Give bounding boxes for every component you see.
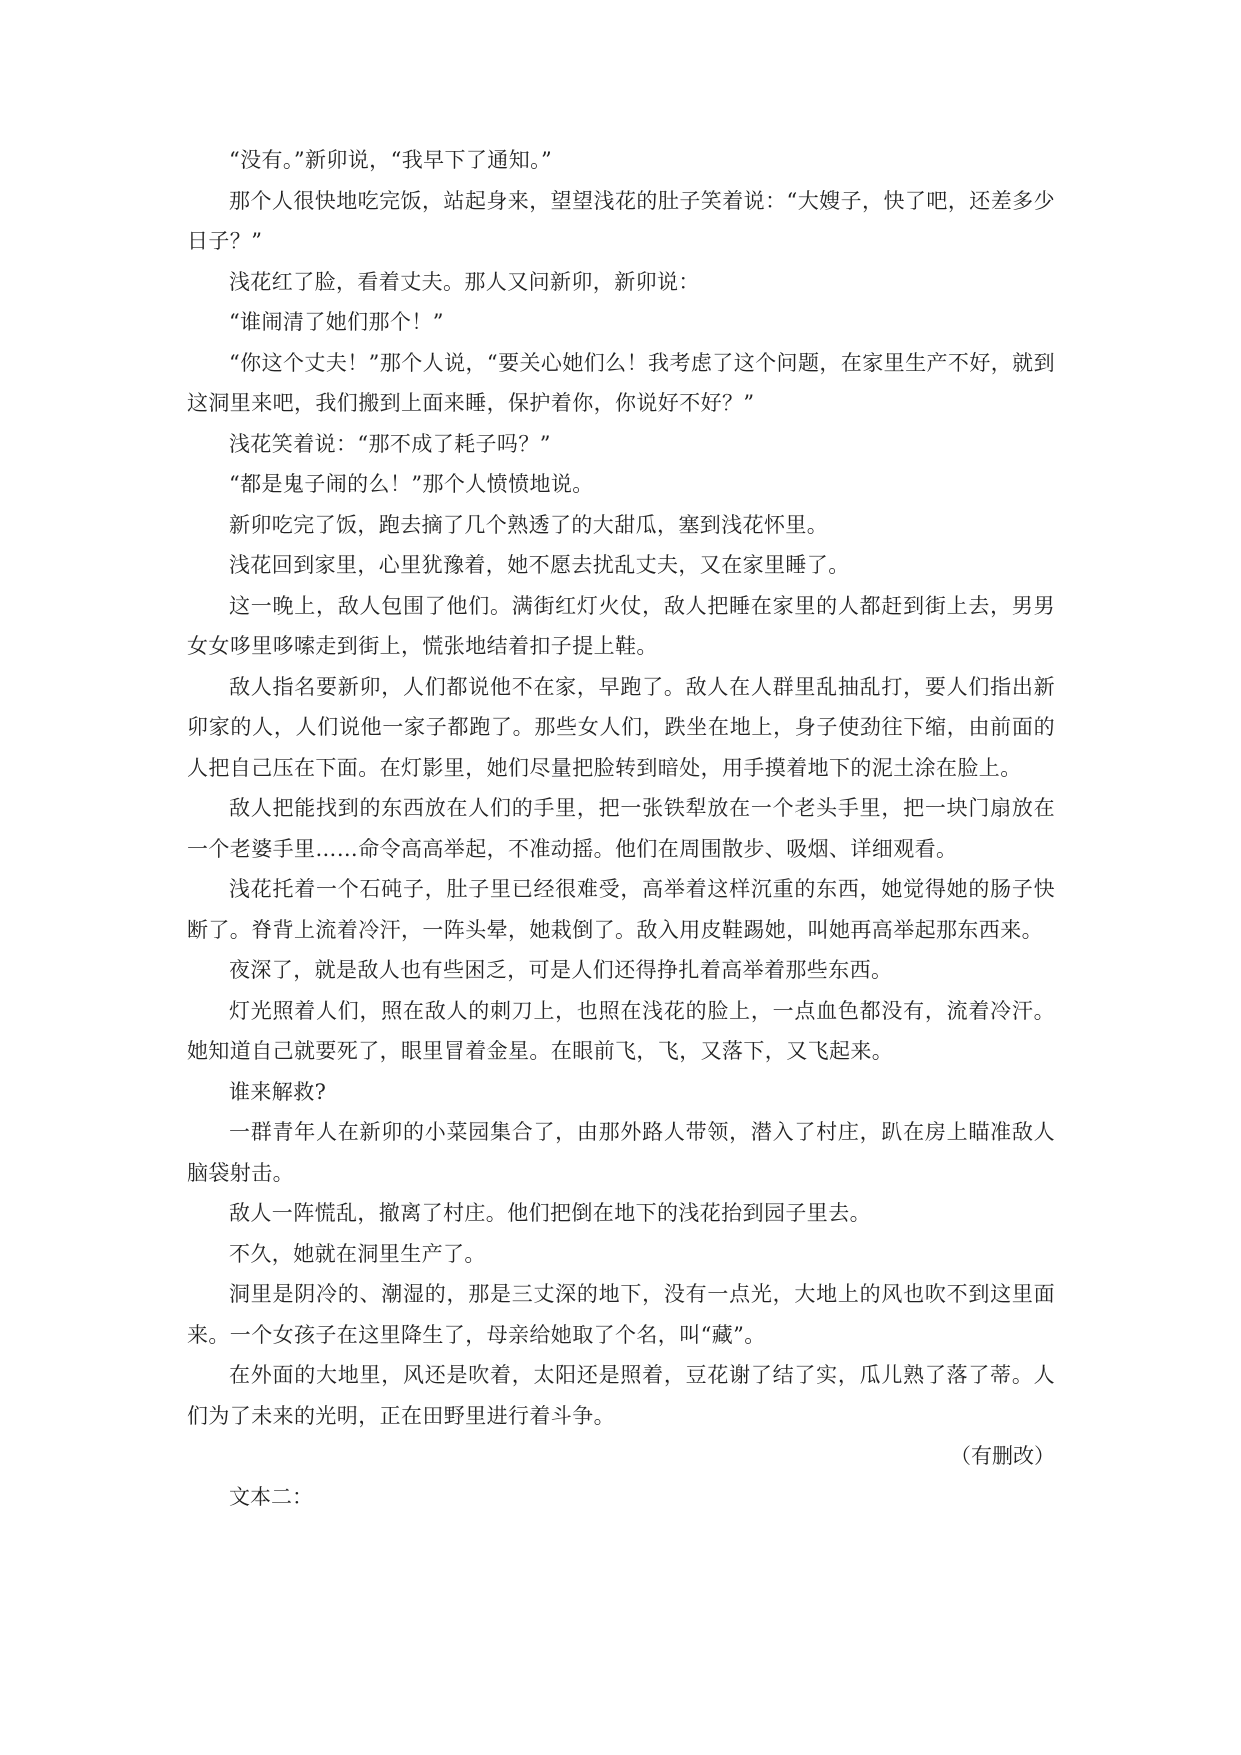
paragraph: 敌人一阵慌乱，撤离了村庄。他们把倒在地下的浅花抬到园子里去。 — [229, 1201, 871, 1225]
paragraph: 浅花托着一个石砘子，肚子里已经很难受，高举着这样沉重的东西，她觉得她的肠子快断了。脊背上流着冷汗，一阵头晕，她栽倒了。敌入用皮鞋踢她，叫她再高举起那东西来。 — [187, 877, 1055, 942]
paragraph: 这一晚上，敌人包围了他们。满街红灯火仗，敌人把睡在家里的人都赶到街上去，男男女女哆里哆嗦走到街上，慌张地结着扣子提上鞋。 — [187, 593, 1055, 658]
paragraph: 在外面的大地里，风还是吹着，太阳还是照着，豆花谢了结了实，瓜儿熟了落了蒂。人们为了未来的光明，正在田野里进行着斗争。 — [187, 1363, 1055, 1428]
section-heading: 文本二： — [229, 1484, 313, 1509]
paragraph: 浅花笑着说：“那不成了耗子吗？” — [229, 431, 551, 456]
paragraph: 夜深了，就是敌人也有些困乏，可是人们还得挣扎着高举着那些东西。 — [229, 958, 893, 982]
paragraph: 一群青年人在新卯的小菜园集合了，由那外路人带领，潜入了村庄，趴在房上瞄准敌人脑袋射击。 — [187, 1120, 1055, 1185]
paragraph: 那个人很快地吃完饭，站起身来，望望浅花的肚子笑着说：“大嫂子，快了吧，还差多少日子？” — [187, 188, 1055, 253]
paragraph: 谁来解救? — [229, 1079, 327, 1104]
paragraph: 不久，她就在洞里生产了。 — [229, 1241, 486, 1266]
paragraph: 敌人把能找到的东西放在人们的手里，把一张铁犁放在一个老头手里，把一块门扇放在一个老婆手里……命令高高举起，不准动摇。他们在周围散步、吸烟、详细观看。 — [187, 796, 1055, 861]
source-note: （有删改） — [950, 1444, 1055, 1468]
paragraph: “没有。”新卯说，“我早下了通知。” — [229, 148, 553, 172]
paragraph: “谁闹清了她们那个！” — [229, 310, 444, 334]
paragraph: 浅花回到家里，心里犹豫着，她不愿去扰乱丈夫，又在家里睡了。 — [229, 553, 850, 577]
paragraph: 浅花红了脸，看着丈夫。那人又问新卯，新卯说： — [229, 269, 700, 294]
document-page — [187, 140, 1055, 1517]
paragraph: 敌人指名要新卯，人们都说他不在家，早跑了。敌人在人群里乱抽乱打，要人们指出新卯家的人，人们说他一家子都跑了。那些女人们，跌坐在地上，身子使劲往下缩，由前面的人把自己压在下面。在灯影里，她们尽量把脸转到暗处，用手摸着地下的泥土涂在脸上。 — [187, 674, 1055, 780]
paragraph: 洞里是阴冷的、潮湿的，那是三丈深的地下，没有一点光，大地上的风也吹不到这里面来。一个女孩子在这里降生了，母亲给她取了个名，叫“藏”。 — [187, 1282, 1055, 1347]
paragraph: “都是鬼子闹的么！”那个人愤愤地说。 — [229, 472, 594, 496]
paragraph: 新卯吃完了饭，跑去摘了几个熟透了的大甜瓜，塞到浅花怀里。 — [229, 512, 829, 537]
paragraph: “你这个丈夫！”那个人说，“要关心她们么！我考虑了这个问题，在家里生产不好，就到这洞里来吧，我们搬到上面来睡，保护着你，你说好不好？” — [187, 350, 1055, 415]
paragraph: 灯光照着人们，照在敌人的刺刀上，也照在浅花的脸上，一点血色都没有，流着冷汗。她知道自己就要死了，眼里冒着金星。在眼前飞，飞，又落下，又飞起来。 — [187, 998, 1055, 1063]
